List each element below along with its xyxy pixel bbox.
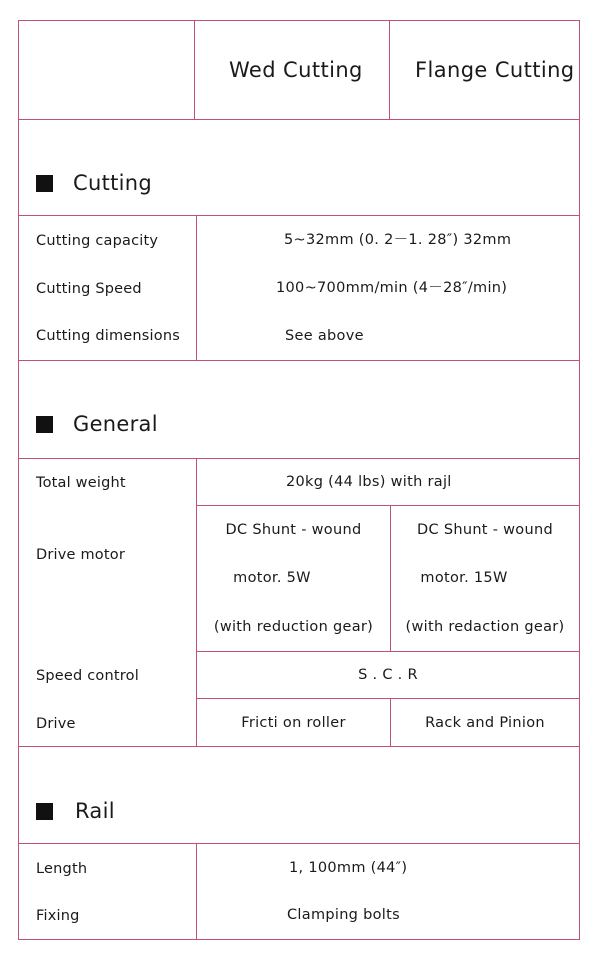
rule <box>18 843 580 844</box>
row-value-cutting-capacity: 5~32mm (0. 2－1. 28″) 32mm <box>284 232 512 248</box>
rule <box>18 215 580 216</box>
drive-motor-wed-line: motor. 5W <box>233 570 311 586</box>
rule <box>579 20 580 940</box>
rule <box>196 843 197 939</box>
rule <box>194 20 195 119</box>
rule <box>196 651 580 652</box>
drive-wed-value: Fricti on roller <box>241 715 346 731</box>
column-header-flange-cutting: Flange Cutting <box>415 58 575 82</box>
row-label-fixing: Fixing <box>36 908 80 924</box>
row-label-cutting-capacity: Cutting capacity <box>36 233 159 249</box>
section-title-rail: Rail <box>75 799 115 823</box>
drive-motor-wed-line: DC Shunt - wound <box>225 522 362 538</box>
section-bullet-square-icon <box>36 416 53 433</box>
row-value-cutting-speed: 100~700mm/min (4－28″/min) <box>276 280 508 296</box>
drive-motor-wed-line: (with reduction gear) <box>213 619 374 635</box>
drive-motor-flange-line: motor. 15W <box>420 570 508 586</box>
rule <box>196 698 580 699</box>
row-value-fixing: Clamping bolts <box>287 907 400 923</box>
row-label-cutting-speed: Cutting Speed <box>36 281 142 297</box>
section-title-general: General <box>73 412 158 436</box>
rule <box>18 119 580 120</box>
drive-motor-flange-line: (with redaction gear) <box>405 619 565 635</box>
row-label-length: Length <box>36 861 88 877</box>
rule <box>18 360 580 361</box>
row-label-speed-control: Speed control <box>36 668 139 684</box>
rule <box>196 505 580 506</box>
row-value-length: 1, 100mm (44″) <box>289 860 408 876</box>
row-label-drive: Drive <box>36 716 76 732</box>
rule <box>196 215 197 360</box>
rule <box>18 458 580 459</box>
column-header-wed-cutting: Wed Cutting <box>229 58 363 82</box>
row-label-total-weight: Total weight <box>36 475 126 491</box>
rule <box>389 20 390 119</box>
row-value-speed-control: S . C . R <box>358 667 418 683</box>
row-value-total-weight: 20kg (44 lbs) with rajl <box>286 474 452 490</box>
rule <box>18 939 580 940</box>
drive-flange-value: Rack and Pinion <box>425 715 545 731</box>
row-value-cutting-dimensions: See above <box>285 328 364 344</box>
drive-motor-flange-line: DC Shunt - wound <box>417 522 553 538</box>
section-title-cutting: Cutting <box>73 171 153 195</box>
section-bullet-square-icon <box>36 175 53 192</box>
rule <box>18 20 19 940</box>
row-label-drive-motor: Drive motor <box>36 547 125 563</box>
rule <box>18 746 580 747</box>
rule <box>18 20 580 21</box>
row-label-cutting-dimensions: Cutting dimensions <box>36 328 180 344</box>
rule <box>196 458 197 746</box>
section-bullet-square-icon <box>36 803 53 820</box>
